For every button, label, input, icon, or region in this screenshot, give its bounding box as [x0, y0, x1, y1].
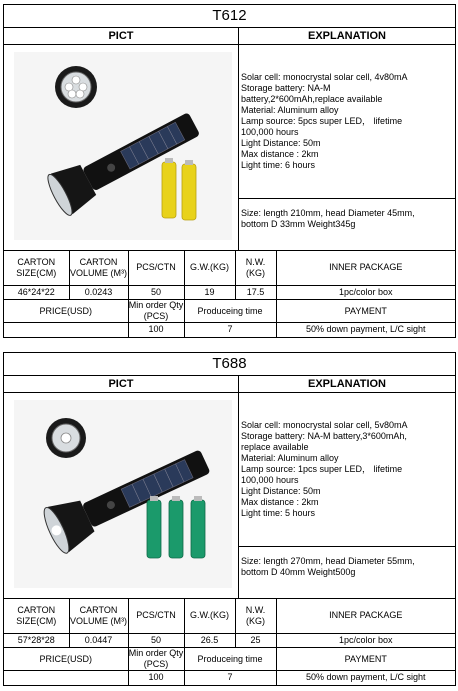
nw-value: 17.5	[235, 285, 276, 299]
product-sheet-t688	[3, 352, 456, 686]
pcs-ctn-value: 50	[128, 285, 184, 299]
producing-time-value: 7	[184, 323, 276, 337]
packing-table	[4, 599, 455, 647]
spec-line: Light time: 6 hours	[241, 160, 316, 170]
explanation-cell	[239, 45, 455, 250]
price-table	[4, 647, 455, 685]
pcs-ctn-header: PCS/CTN	[128, 599, 184, 633]
size-line: bottom D 33mm Weight345g	[241, 219, 356, 229]
spec-line: Max distance : 2km	[241, 497, 319, 507]
pcs-ctn-value: 50	[128, 633, 184, 647]
producing-time-value: 7	[184, 671, 276, 685]
spec-line: Material: Aluminum alloy	[241, 453, 339, 463]
pcs-ctn-header: PCS/CTN	[128, 251, 184, 285]
gw-header: G.W.(KG)	[184, 599, 235, 633]
spec-list	[239, 45, 455, 198]
explanation-header: EXPLANATION	[307, 378, 387, 390]
spec-line: Lamp source: 1pcs super LED， lifetime	[241, 464, 403, 474]
spec-line: Lamp source: 5pcs super LED， lifetime	[241, 116, 403, 126]
spec-line: 100,000 hours	[241, 475, 299, 485]
spec-line: Solar cell: monocrystal solar cell, 5v80mA	[241, 420, 408, 430]
pict-header: PICT	[4, 376, 239, 392]
carton-volume-header: CARTON VOLUME (M³)	[69, 251, 128, 285]
spec-line: Solar cell: monocrystal solar cell, 4v80mA	[241, 72, 408, 82]
payment-header: PAYMENT	[276, 648, 455, 671]
carton-size-header: CARTON SIZE(CM)	[4, 251, 69, 285]
explanation-cell	[239, 393, 455, 598]
flashlight-photo	[14, 52, 232, 240]
size-info	[239, 546, 455, 598]
price-header: PRICE(USD)	[4, 648, 128, 671]
min-order-header: Min order Qty (PCS)	[128, 648, 184, 669]
payment-value: 50% down payment, L/C sight	[276, 323, 455, 337]
payment-value: 50% down payment, L/C sight	[276, 671, 455, 685]
section-header	[4, 376, 455, 393]
carton-volume-value: 0.0243	[69, 285, 128, 299]
carton-volume-value: 0.0447	[69, 633, 128, 647]
spec-line: Light Distance: 50m	[241, 138, 321, 148]
section-header	[4, 28, 455, 45]
size-line: bottom D 40mm Weight500g	[241, 567, 356, 577]
gw-header: G.W.(KG)	[184, 251, 235, 285]
nw-header: N.W. (KG)	[235, 251, 276, 285]
spec-line: Material: Aluminum alloy	[241, 105, 339, 115]
explanation-header: EXPLANATION	[307, 30, 387, 42]
producing-time-header: Produceing time	[184, 648, 276, 671]
size-line: Size: length 210mm, head Diameter 45mm,	[241, 208, 415, 218]
price-table	[4, 299, 455, 337]
flashlight-photo	[14, 400, 232, 588]
product-photo-cell	[4, 45, 239, 250]
price-value	[4, 323, 128, 337]
packing-table	[4, 251, 455, 299]
spec-line: Light time: 5 hours	[241, 508, 316, 518]
size-info	[239, 198, 455, 250]
model-title: T688	[4, 353, 455, 376]
size-line: Size: length 270mm, head Diameter 55mm,	[241, 556, 415, 566]
producing-time-header: Produceing time	[184, 300, 276, 323]
battery-icon	[147, 496, 205, 558]
product-photo-cell	[4, 393, 239, 598]
price-value	[4, 671, 128, 685]
payment-header: PAYMENT	[276, 300, 455, 323]
min-order-value: 100	[128, 323, 184, 337]
gw-value: 19	[184, 285, 235, 299]
carton-volume-header: CARTON VOLUME (M³)	[69, 599, 128, 633]
inner-package-value: 1pc/color box	[276, 633, 455, 647]
carton-size-header: CARTON SIZE(CM)	[4, 599, 69, 633]
nw-value: 25	[235, 633, 276, 647]
carton-size-value: 46*24*22	[4, 285, 69, 299]
spec-line: 100,000 hours	[241, 127, 299, 137]
spec-line: Max distance : 2km	[241, 149, 319, 159]
inner-package-value: 1pc/color box	[276, 285, 455, 299]
spec-line: Storage battery: NA-M	[241, 83, 331, 93]
model-title: T612	[4, 5, 455, 28]
min-order-header: Min order Qty (PCS)	[128, 300, 184, 321]
spec-line: Light Distance: 50m	[241, 486, 321, 496]
pict-header: PICT	[4, 28, 239, 44]
spec-line: battery,2*600mAh,replace available	[241, 94, 383, 104]
spec-line: Storage battery: NA-M battery,3*600mAh,	[241, 431, 407, 441]
gw-value: 26.5	[184, 633, 235, 647]
spec-list	[239, 393, 455, 546]
inner-package-header: INNER PACKAGE	[276, 251, 455, 285]
product-sheet-t612	[3, 4, 456, 338]
spec-line: replace available	[241, 442, 309, 452]
carton-size-value: 57*28*28	[4, 633, 69, 647]
nw-header: N.W. (KG)	[235, 599, 276, 633]
min-order-value: 100	[128, 671, 184, 685]
inner-package-header: INNER PACKAGE	[276, 599, 455, 633]
price-header: PRICE(USD)	[4, 300, 128, 323]
